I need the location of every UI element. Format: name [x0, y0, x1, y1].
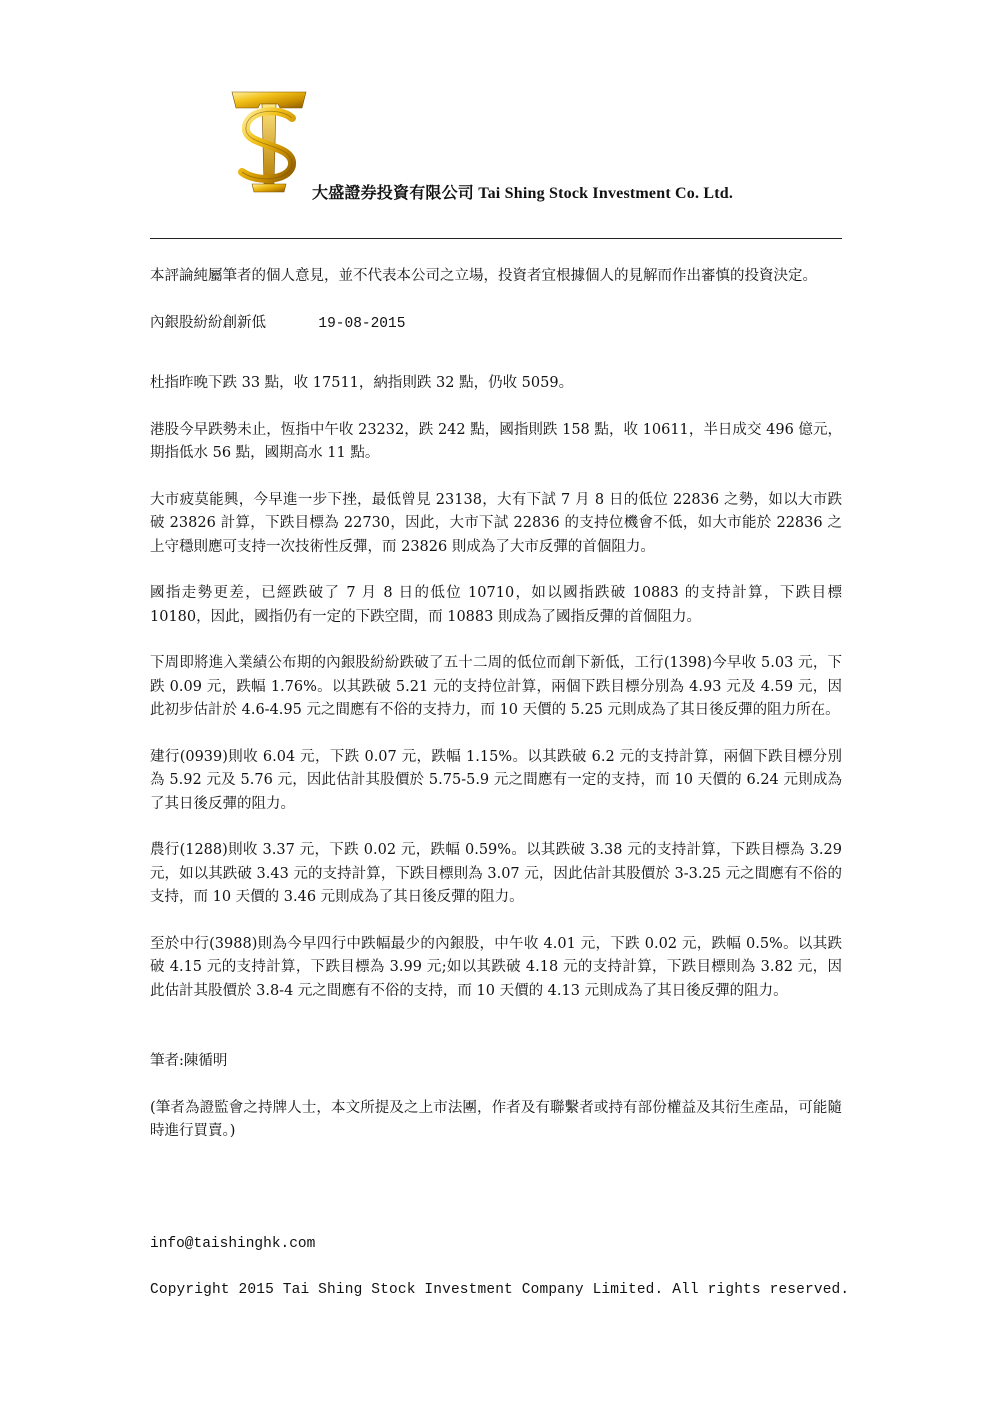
paragraph: 國指走勢更差，已經跌破了 7 月 8 日的低位 10710，如以國指跌破 10883 的支持計算，下跌目標 10180，因此，國指仍有一定的下跌空間，而 10883 則成為了國指反彈的首個阻力。 [150, 585, 842, 625]
company-name: 大盛證券投資有限公司 Tai Shing Stock Investment Co. Ltd. [312, 185, 734, 202]
paragraph: 農行(1288)則收 3.37 元，下跌 0.02 元，跌幅 0.59%。以其跌破 3.38 元的支持計算，下跌目標為 3.29 元，如以其跌破 3.43 元的支持計算，下跌目標則為 3.07 元，因此估計其股價於 3-3.25 元之間應有不俗的支持，而 10 天價的 3.46 元則成為了其日後反彈的阻力。 [150, 842, 842, 905]
article-heading [150, 312, 842, 337]
author-note: (筆者為證監會之持牌人士，本文所提及之上市法團，作者及有聯繫者或持有部份權益及其衍生產品，可能隨時進行買賣。) [150, 1099, 842, 1139]
contact-email-link[interactable]: info@taishinghk.com [150, 1236, 316, 1252]
author-line: 筆者:陳循明 [150, 1053, 228, 1069]
article-date: 19-08-2015 [318, 315, 406, 332]
paragraph: 至於中行(3988)則為今早四行中跌幅最少的內銀股，中午收 4.01 元，下跌 0.02 元，跌幅 0.5%。以其跌破 4.15 元的支持計算，下跌目標為 3.99 元;如以其跌破 4.18 元的支持計算，下跌目標則為 3.82 元，因此估計其股價於 3.8-4 元之間應有不俗的支持，而 10 天價的 4.13 元則成為了其日後反彈的阻力。 [150, 935, 842, 999]
paragraph: 港股今早跌勢未止，恆指中午收 23232，跌 242 點，國指則跌 158 點，收 10611，半日成交 496 億元，期指低水 56 點，國期高水 11 點。 [150, 421, 842, 461]
paragraph: 建行(0939)則收 6.04 元，下跌 0.07 元，跌幅 1.15%。以其跌破 6.2 元的支持計算，兩個下跌目標分別為 5.92 元及 5.76 元，因此估計其股價於 5.75-5.9 元之間應有一定的支持，而 10 天價的 6.24 元則成為了其日後反彈的阻力。 [150, 748, 842, 812]
paragraph: 大市疲莫能興，今早進一步下挫，最低曾見 23138，大有下試 7 月 8 日的低位 22836 之勢，如以大市跌破 23826 計算，下跌目標為 22730，因此，大市下試 22836 的支持位機會不低，如大市能於 22836 之上守穩則應可支持一次技術性反彈，而 23826 則成為了大市反彈的首個阻力。 [150, 491, 842, 555]
ts-gold-monogram-icon [228, 88, 310, 198]
article-title: 內銀股紛紛創新低 [150, 314, 266, 331]
paragraph: 杜指昨晚下跌 33 點，收 17511，納指則跌 32 點，仍收 5059。 [150, 375, 574, 391]
copyright-notice: Copyright 2015 Tai Shing Stock Investment Company Limited. All rights reserved. [150, 1282, 850, 1298]
paragraph: 下周即將進入業績公布期的內銀股紛紛跌破了五十二周的低位而創下新低，工行(1398)今早收 5.03 元，下跌 0.09 元，跌幅 1.76%。以其跌破 5.21 元的支持位計算，兩個下跌目標分別為 4.93 元及 4.59 元，因此初步估計於 4.6-4.95 元之間應有不俗的支持力，而 10 天價的 5.25 元則成為了其日後反彈的阻力所在。 [150, 655, 842, 718]
header-divider [150, 238, 842, 239]
article-body [150, 265, 842, 1144]
disclaimer: 本評論純屬筆者的個人意見，並不代表本公司之立場，投資者宜根據個人的見解而作出審慎的投資決定。 [150, 268, 817, 284]
